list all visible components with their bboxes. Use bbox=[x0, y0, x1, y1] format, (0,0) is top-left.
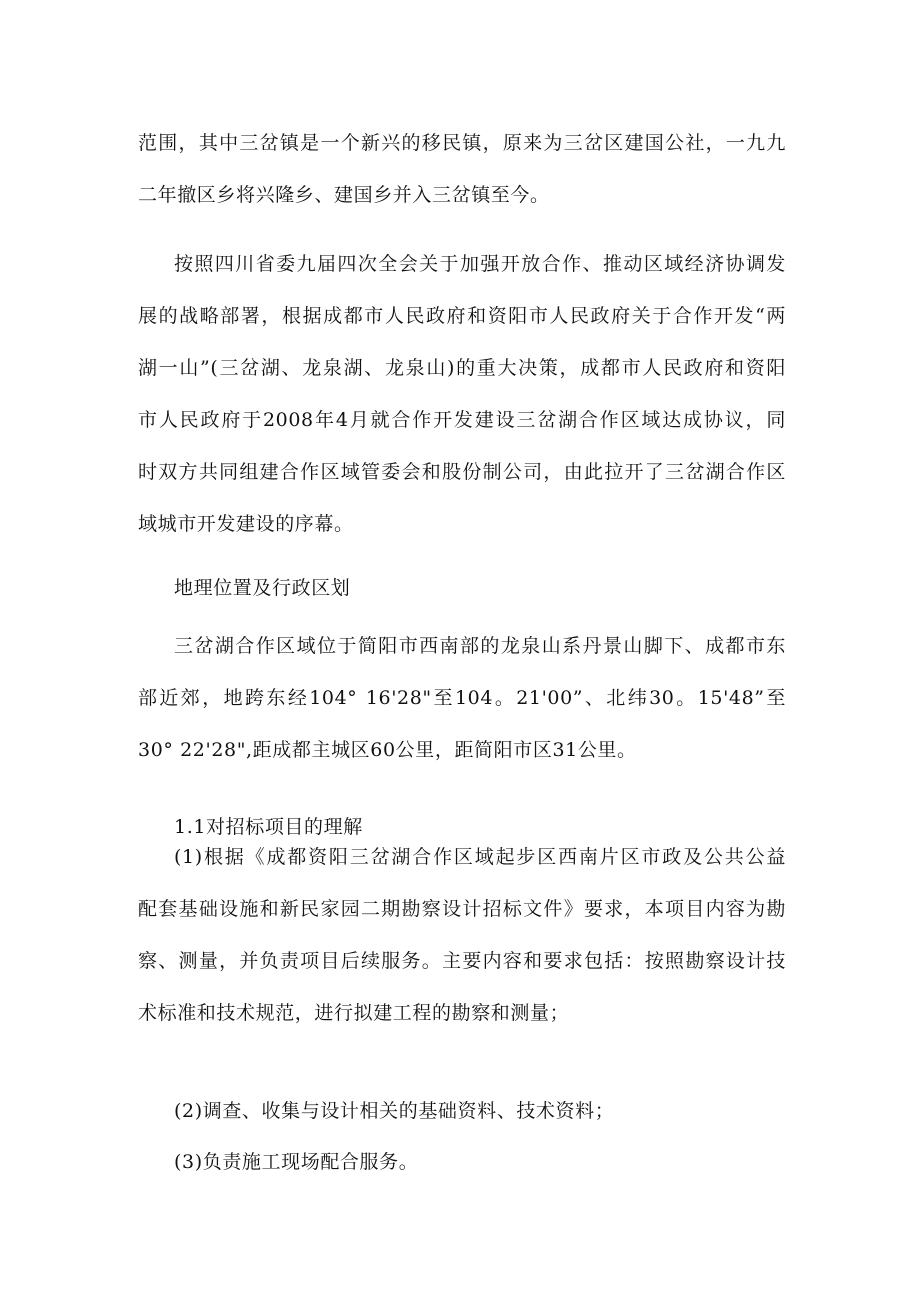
text-line: 部近郊，地跨东经104° 16'28"至104。21'00”、北纬30。15'48”至 bbox=[138, 687, 786, 709]
text-line: 察、测量，并负责项目后续服务。主要内容和要求包括：按照勘察设计技 bbox=[138, 950, 786, 972]
text-line: 域城市开发建设的序幕。 bbox=[138, 513, 354, 535]
list-item: (3)负责施工现场配合服务。 bbox=[174, 1151, 419, 1173]
paragraph-item-2 bbox=[138, 1085, 786, 1137]
paragraph-item-3 bbox=[138, 1136, 786, 1188]
text-line: 配套基础设施和新民家园二期勘察设计招标文件》要求，本项目内容为勘 bbox=[138, 898, 786, 920]
heading-geography bbox=[138, 562, 786, 614]
text-line: 三岔湖合作区域位于简阳市西南部的龙泉山系丹景山脚下、成都市东 bbox=[174, 635, 786, 657]
list-item: (2)调查、收集与设计相关的基础资料、技术资料； bbox=[174, 1100, 615, 1122]
section-heading: 1.1对招标项目的理解 bbox=[174, 816, 363, 838]
text-line: 时双方共同组建合作区域管委会和股份制公司，由此拉开了三岔湖合作区 bbox=[138, 461, 786, 483]
text-line: (1)根据《成都资阳三岔湖合作区域起步区西南片区市政及公共公益 bbox=[174, 846, 786, 868]
paragraph-strategy bbox=[138, 238, 786, 550]
paragraph-location bbox=[138, 620, 786, 776]
paragraph-scope bbox=[138, 117, 786, 221]
text-line: 按照四川省委九届四次全会关于加强开放合作、推动区域经济协调发 bbox=[174, 253, 786, 275]
section-heading: 地理位置及行政区划 bbox=[174, 577, 351, 599]
text-line: 市人民政府于2008年4月就合作开发建设三岔湖合作区域达成协议，同 bbox=[138, 409, 786, 431]
text-line: 二年撤区乡将兴隆乡、建国乡并入三岔镇至今。 bbox=[138, 184, 550, 206]
paragraph-item-1 bbox=[138, 831, 786, 1039]
text-line: 范围，其中三岔镇是一个新兴的移民镇，原来为三岔区建国公社，一九九 bbox=[138, 132, 786, 154]
text-line: 30° 22'28",距成都主城区60公里，距简阳市区31公里。 bbox=[138, 739, 637, 761]
text-line: 术标准和技术规范，进行拟建工程的勘察和测量； bbox=[138, 1002, 570, 1024]
text-line: 湖一山”(三岔湖、龙泉湖、龙泉山)的重大决策，成都市人民政府和资阳 bbox=[138, 357, 786, 379]
text-line: 展的战略部署，根据成都市人民政府和资阳市人民政府关于合作开发“两 bbox=[138, 305, 786, 327]
